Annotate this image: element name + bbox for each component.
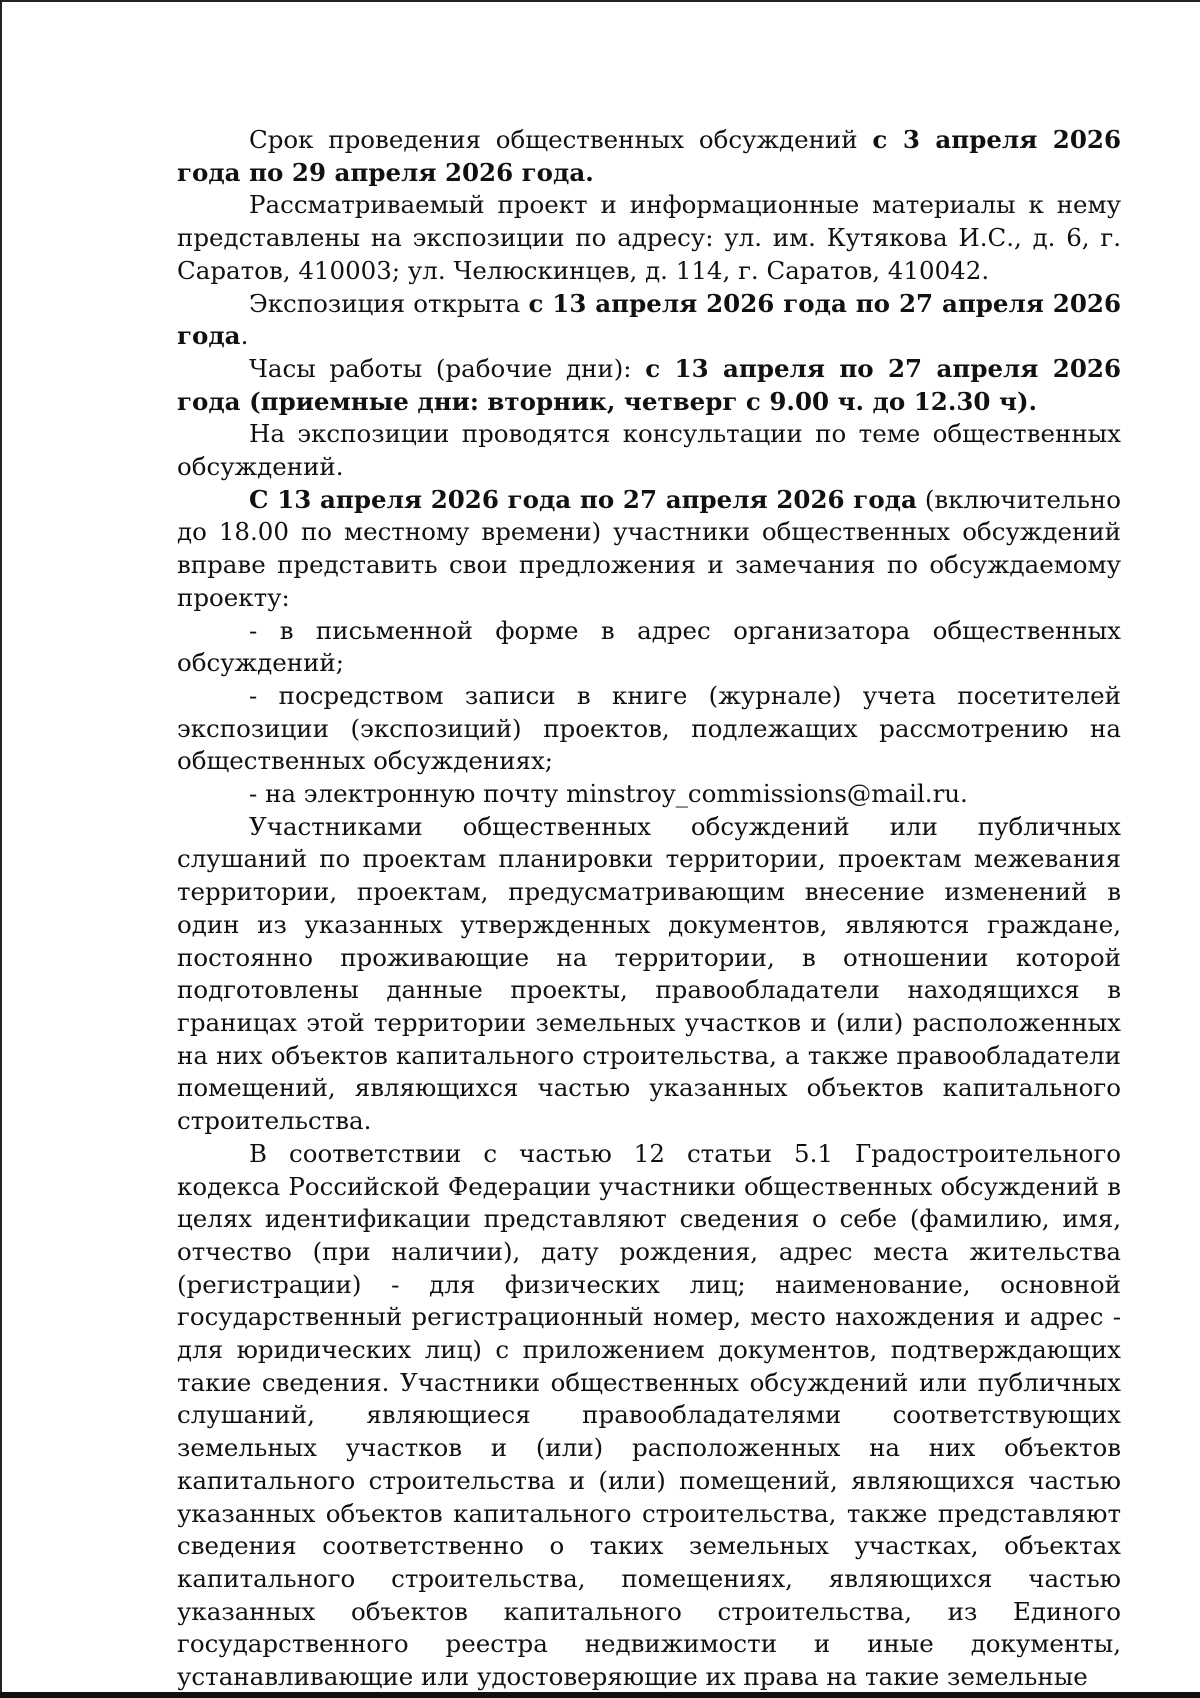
paragraph-text: - посредством записи в книге (журнале) учета посетителей экспозиции (экспозиций) проектов, подлежащих рассмотрению на общественных обсуждениях; [177,680,1121,776]
paragraph-text: . [240,321,249,351]
scan-edge-left [0,0,2,1698]
bold-text: с 13 апреля по 27 апреля 2026 года (приемные дни: вторник, четверг с 9.00 ч. до 12.30 ч). [177,353,1121,416]
paragraph-text: На экспозиции проводятся консультации по теме общественных обсуждений. [177,419,1121,482]
bold-text: С 13 апреля 2026 года по 27 апреля 2026 года [249,484,917,514]
paragraph-discussion-period [177,124,1121,189]
paragraph-text: В соответствии с частью 12 статьи 5.1 Градостроительного кодекса Российской Федерации участники общественных обсуждений в целях идентификации представляют сведения о себе (фамилию, имя, отчество (при наличии), дату рождения, адрес места жительства (регистрации) - для физических лиц; наименование, основной государственный регистрационный номер, место нахождения и адрес - для юридических лиц) с приложением документов, подтверждающих такие сведения. Участники общественных обсуждений или публичных слушаний, являющиеся правообладателями соответствующих земельных участков и (или) расположенных на них объектов капитального строительства и (или) помещений, являющихся частью указанных объектов капитального строительства, также представляют сведения соответственно о таких земельных участках, объектах капитального строительства, помещениях, являющихся частью указанных объектов капитального строительства, из Единого государственного реестра недвижимости и иные документы, устанавливающие или удостоверяющие их права на такие земельные [177,1138,1121,1692]
paragraph-proposals-period [177,484,1121,615]
scan-edge-top [0,0,1200,2]
paragraph-consultations [177,418,1121,483]
paragraph-participants [177,811,1121,1138]
document-body [177,124,1121,1694]
list-item-visitor-book [177,680,1121,778]
paragraph-text: Экспозиция открыта [249,288,529,318]
paragraph-text: Участниками общественных обсуждений или публичных слушаний по проектам планировки территории, проектам межевания территории, проектам, предусматривающим внесение изменений в один из указанных утвержденных документов, являются граждане, постоянно проживающие на территории, в отношении которой подготовлены данные проекты, правообладатели находящихся в границах этой территории земельных участков и (или) расположенных на них объектов капитального строительства, а также правообладатели помещений, являющихся частью указанных объектов капитального строительства. [177,811,1121,1136]
paragraph-text: - в письменной форме в адрес организатора общественных обсуждений; [177,615,1121,678]
bold-text: с 13 апреля 2026 года по 27 апреля 2026 года [177,288,1121,351]
paragraph-identification [177,1138,1121,1694]
list-item-email [177,778,1121,811]
bold-text: с 3 апреля 2026 года по 29 апреля 2026 года. [177,125,1121,187]
paragraph-text: (включительно до 18.00 по местному времени) участники общественных обсуждений вправе представить свои предложения и замечания по обсуждаемому проекту: [177,484,1121,612]
paragraph-exposition-open [177,288,1121,353]
paragraph-exposition-address [177,189,1121,287]
paragraph-text: - на электронную почту minstroy_commissions@mail.ru. [249,779,968,809]
paragraph-text: Часы работы (рабочие дни): [249,353,646,383]
list-item-written-form [177,615,1121,680]
paragraph-text: Срок проведения общественных обсуждений [249,125,873,154]
paragraph-working-hours [177,353,1121,418]
paragraph-text: Рассматриваемый проект и информационные материалы к нему представлены на экспозиции по адресу: ул. им. Кутякова И.С., д. 6, г. Саратов, 410003; ул. Челюскинцев, д. 114, г. Саратов, 410042. [177,190,1121,285]
